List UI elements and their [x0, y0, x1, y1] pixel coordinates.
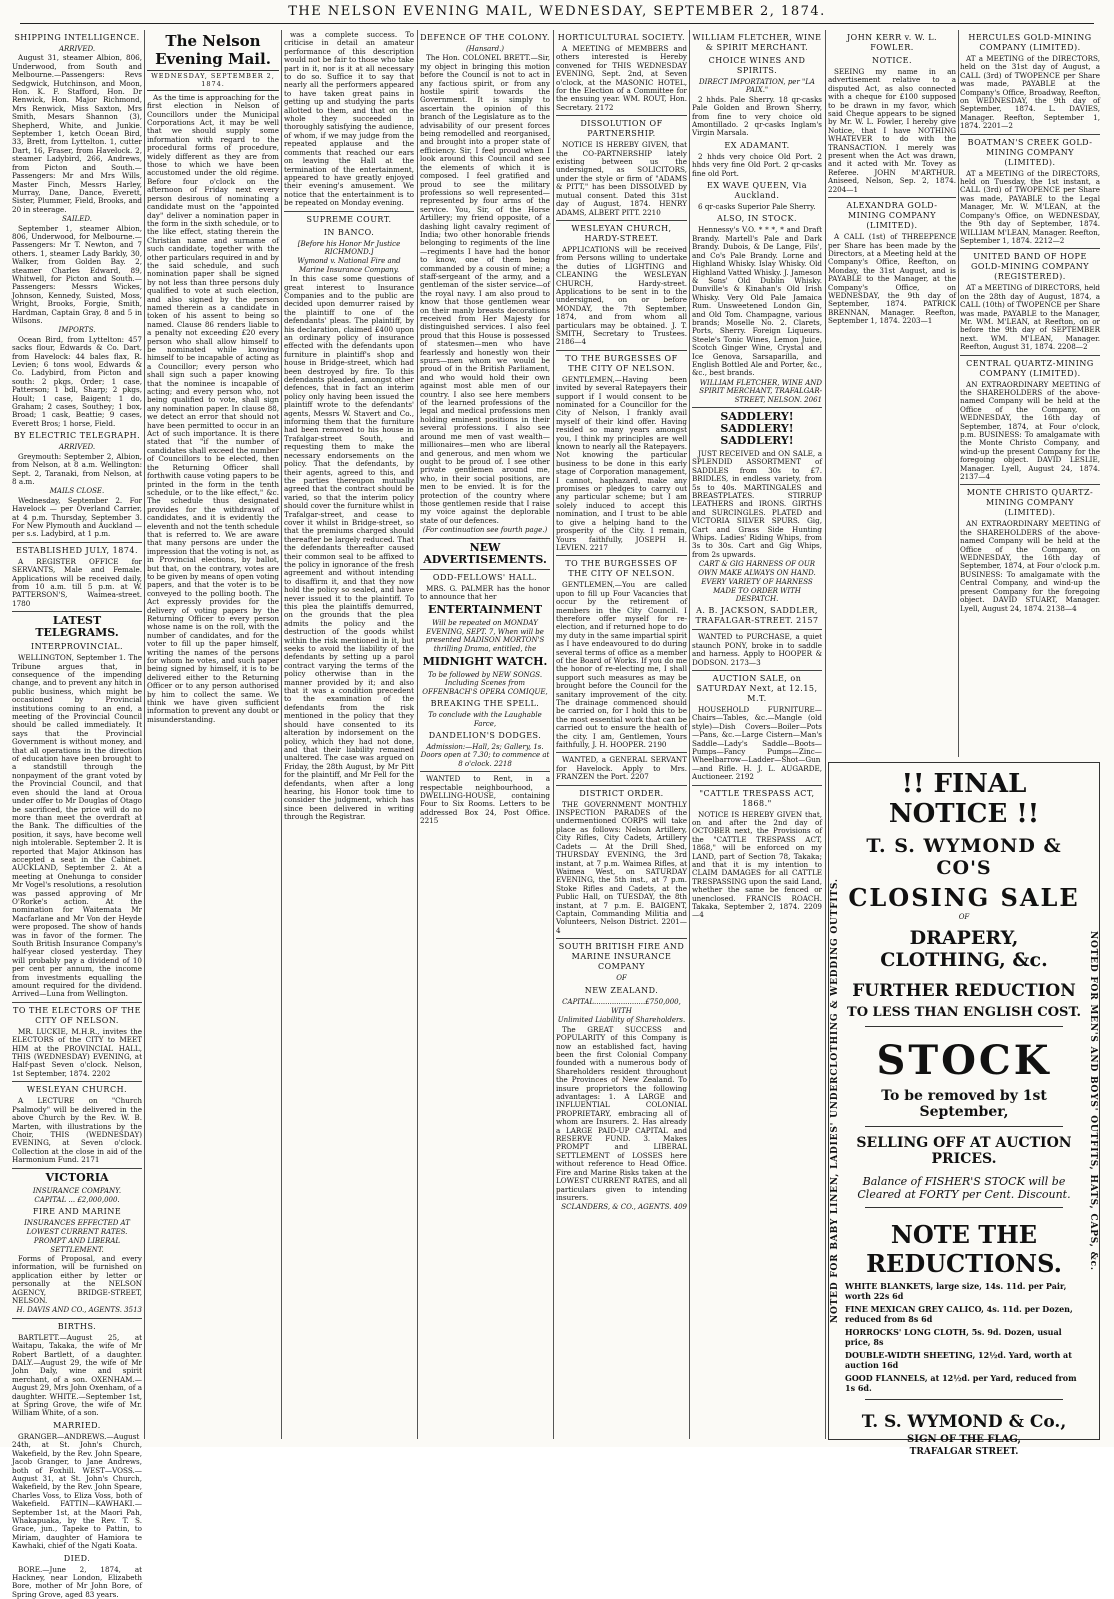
southbritish-heading: SOUTH BRITISH FIRE AND MARINE INSURANCE COMPANY — [558, 942, 685, 972]
firm-name-footer: T. S. WYMOND & Co., — [861, 1412, 1067, 1432]
divider — [556, 752, 687, 753]
banner-divider — [865, 1126, 1063, 1127]
burgesses-text: GENTLEMEN,—Having been invited by several Ratepayers their support if I would consent to be nominated for a Councillor for the City of Nelson, I frankly avail myself of their kind offer. Having resided so many years amongst you, I think my principles are well known to nearly all the Ratepayers. Not knowing the particular business to be done in this early stage of Corporation management, I cannot, haphazard, make any promises or pledges to carry out any particular scheme; but I am solely induced to accept this nomination, and I trust to be able to give a helping hand to the prosperity of the City. I remain, Yours faithfully, JOSEPH H. LEVIEN. 2217 — [556, 374, 687, 552]
burgesses2-heading: TO THE BURGESSES OF THE CITY OF NELSON. — [565, 559, 678, 579]
hercules-heading: HERCULES GOLD-MINING COMPANY (LIMITED). — [968, 33, 1092, 52]
column-rule — [825, 30, 826, 1439]
electors-heading: TO THE ELECTORS OF THE CITY OF NELSON. — [13, 1005, 141, 1025]
divider — [12, 1318, 142, 1319]
defence-text: The Hon. COLONEL BRETT.—Sir, my object in bringing this motion before the Council is not to act in any factious spirit, or from any hostile spirit towards the Government. It is simply to ascertain the opinion of this branch of the Legislature as to the advisability of our present forces being remodelled and reorganised, and brought into a proper state of efficiency. Sir, I feel proud when I look around this Council and see the elements of which it is composed. I feel gratified and proud to see the military professions so well represented—represented by four arms of the service. You, Sir, of the Horse Artillery; my friend opposite, of a dashing light cavalry regiment of India; two other honorable friends belonging to regiments of the line—regiments I have had the honor to know, one of them being commanded by a cousin of mine; a staff-sergeant of the army, and a gentleman of the sister service—of the royal navy. I am also proud to know that those gentlemen wear on their manly breasts decorations received from Her Majesty for distinguished services. I also feel proud that this House is possessed of statesmen—men who have fearlessly and honestly won their spurs—men whom we would be proud of in the British Parliament, and who would hold their own against most able men of our country. I also see here members of the learned professions of the legal and medical professions men holding eminent positions in their several professions. I also see around me men of vast wealth—millionaires—men who are liberal and generous, and men whom we ought to be proud of. I see other private gentlemen around me, who, in their social positions, are men to be envied. It is for the protection of the country where those gentlemen reside that I raise my voice against the deplorable state of our defences. — [420, 53, 550, 525]
court-case: Wymond v. National Fire and Marine Insurance Company. — [297, 257, 401, 274]
central-heading: CENTRAL QUARTZ-MINING COMPANY (LIMITED). — [966, 358, 1094, 378]
married-text: GRANGER—ANDREWS.—August 24th, at St. John's Church, Wakefield, by the Rev. John Speare, Jacob Granger, to Jane Andrews, both of Foxhill. WEST—VOSS.—August 31, at St. John's Church, Wakefield, by the Rev. John Speare, Charles Voss, to Eliza Voss, both of Wakefield. FATTIN—KAWHAKI.—September 1st, at the Maori Pah, Whakapuaka, by the Rev. T. S. Grace, jun., Tapeke to Pattin, to Miriam, daughter of Hamiora te Kawhaki, chief of the Ngati Koata. — [12, 1431, 142, 1551]
sailed-text: September 1, steamer Albion, 806, Underwood, for Melbourne.—Passengers: Mr T. Newton, and 7 others. 1, steamer Lady Barkly, 30, Walker, from Golden Bay. 2, steamer Charles Edward, 89, Whitwell, for Picton and South.—Passengers: Messrs Wickes, Johnson, Kennedy, Suisted, Moss, Wright, Brooks, Forgie, Smith, Hardman, Captain Gray, 8 and 5 in Wilsons. — [12, 223, 142, 325]
divider — [960, 355, 1100, 356]
divider — [828, 197, 956, 198]
unitedband-text: AT a MEETING of DIRECTORS, held on the 28th day of August, 1874, a CALL (10th) of TWOPENCE per Share was made, PAYABLE to the Manager, Mr. WM. M'LEAN, at Reefton, on or before the 9th day of SEPTEMBER next. WM. M'LEAN, Manager. Reefton, August 31, 1874. 2208—2 — [960, 283, 1100, 352]
side-text-right: NOTED FOR MEN'S AND BOYS' OUTFITS, HATS, CAPS, &c. — [1088, 931, 1098, 1271]
removed-text: To be removed by 1st September, — [881, 1088, 1047, 1120]
divider — [420, 771, 550, 772]
court-heading: SUPREME COURT. — [306, 214, 392, 224]
wavequeen-heading: EX WAVE QUEEN, Via Auckland. — [707, 181, 807, 201]
died-text: BORE.—June 2, 1874, at Hackney, near London, Elizabeth Bore, mother of Mr John Bore, of Spring Grove, aged 83 years. — [12, 1564, 142, 1599]
divider — [12, 1168, 142, 1169]
column-4 — [420, 30, 550, 1439]
unitedband-heading: UNITED BAND OF HOPE GOLD-MINING COMPANY (REGISTERED). — [970, 252, 1090, 282]
wanted-rent-text: WANTED to Rent, in a respectable neighbourhood, a DWELLING-HOUSE, containing Four to Six Rooms. Letters to be addressed Box 24, Post Office. 2215 — [420, 774, 550, 826]
wymond-banner-ad — [828, 762, 1100, 1457]
divider — [960, 248, 1100, 249]
column-rule — [144, 30, 145, 1439]
adamant-heading: EX ADAMANT. — [724, 140, 790, 150]
telegrams-heading: LATEST TELEGRAMS. — [35, 614, 119, 640]
fletcher-signature: WILLIAM FLETCHER, WINE AND SPIRIT MERCHANT, TRAFALGAR-STREET, NELSON. 2061 — [699, 378, 822, 404]
selling-off: SELLING OFF AT AUCTION PRICES. — [856, 1135, 1072, 1167]
column-1 — [12, 30, 142, 1599]
further-reduction: FURTHER REDUCTION — [852, 981, 1076, 1001]
also-heading: ALSO, IN STOCK. — [717, 214, 797, 224]
wines-text: 2 hhds. Pale Sherry. 18 qr-casks Pale Golden and Brown Sherry, from fine to very choice old Amontillado. 2 qr-casks Inglam's Virgin Marsala. — [692, 94, 822, 138]
insurances-text: INSURANCES EFFECTED AT LOWEST CURRENT RATES. — [24, 1219, 130, 1236]
palmer-text: MRS. G. PALMER has the honor to announce that her — [420, 583, 550, 601]
prompt-text: PROMPT AND LIBERAL SETTLEMENT. — [33, 1237, 121, 1254]
harness-text: CART & GIG HARNESS OF OUR OWN MAKE ALWAYS ON HAND. — [698, 560, 816, 577]
divider — [556, 220, 687, 221]
column-rule — [417, 30, 418, 1439]
column-8 — [960, 30, 1100, 757]
southbritish-agents: SCLANDERS, & CO., AGENTS. 409 — [561, 1203, 687, 1212]
court-sub: IN BANCO. — [323, 227, 375, 237]
column-5 — [556, 30, 687, 1439]
arrived-text: August 31, steamer Albion, 806, Underwood, from South and Melbourne.—Passengers: Revs Sedgwick, Hutchinson, and Moon, Hon. K. F. Stafford, Hon. Dr Renwick, Hon. Major Richmond, Mrs Renwick, Miss Saxton, Mrs Smith, Mesars Shannon (3), Shepherd, White, and Junkie. September 1, ketch Ocean Bird, 33, Brett, from Lyttelton. 1, cutter Dart, 16, Fraser, from Havelock. 2, steamer Ladybird, 266, Andrews, from Picton and South.—Passengers: Mr and Mrs Wills, Master Finch, Messrs Harley, Murray, Dane, Dance, Everett, Sister, Plummer, Field, Brooks, and 20 in steerage. — [12, 53, 142, 214]
banner-divider — [865, 1399, 1063, 1400]
divider — [692, 670, 822, 671]
divider — [556, 785, 687, 786]
stock-text: Hennessy's V.O. * * *, * and Draft Brandy. Martell's Pale and Dark Brandy. Dubois, & De Lange, Fils', and Co's Pale Brandy. Lorne and Highland Whisky. Islay Whisky. Old Highland Vatted Whisky. J. Jameson & Sons' Old Dublin Whisky. Dunville's & Kinahan's Old Irish Whisky. Very Old Pale Jamaica Rum. Unsweetened London Gin, and Old Tom. Champagne, various brands; Moselle No. 2. Clarets, Ports, Sherry. Foreign Liqueurs. Steele's Tonic Wines, Lemon Juice, Scotch Ginger Wine, Crystal and Ice Genova, Sarsaparilla, and English Bottled Ale and Porter, &c., &c., best brands. — [692, 225, 822, 378]
banner-divider — [865, 1207, 1063, 1208]
divider — [420, 569, 550, 570]
monte-heading: MONTE CHRISTO QUARTZ-MINING COMPANY (LIMITED). — [966, 488, 1094, 518]
paper-date: WEDNESDAY, SEPTEMBER 2, 1874. — [147, 70, 279, 91]
boatmans-text: AT a MEETING of the DIRECTORS, held on Tuesday, the 1st instant, a CALL (3rd) of TWOPENCE per Share was made, PAYABLE to the Legal Manager, Mr. W. M'LEAN, at the Company's Office, on WEDNESDAY, the 9th day of September, 1874. WILLIAM M'LEAN, Manager. Reefton, September 1, 1874. 2212—2 — [960, 168, 1100, 245]
southbritish-with: WITH — [611, 1006, 632, 1015]
trafalgar-street: TRAFALGAR STREET. — [909, 1447, 1019, 1457]
masthead: THE NELSON EVENING MAIL, WEDNESDAY, SEPTEMBER 2, 1874. — [20, 4, 1094, 24]
wesleyan-text: A LECTURE on "Church Psalmody" will be delivered in the above Church by the Rev. W. B. Marten, with illustrations by the Choir, THIS (WEDNESDAY) EVENING, at Seven o'clock. Collection at the close in aid of the Harmonium Fund. 2171 — [12, 1096, 142, 1165]
southbritish-of: OF — [616, 974, 627, 983]
column-2 — [147, 30, 279, 1439]
column-rule — [281, 30, 282, 1439]
final-notice: !! FINAL NOTICE !! — [888, 769, 1040, 829]
electors-text: MR. LUCKIE, M.H.R., invites the ELECTORS of the CITY to MEET HIM at the PROVINCIAL HALL, THIS (WEDNESDAY) EVENING, at Half-past Seven o'clock. Nelson, 1st September, 1874. 2202 — [12, 1026, 142, 1078]
stock-heading: STOCK — [876, 1037, 1052, 1084]
drapery-clothing: DRAPERY, CLOTHING, &c. — [880, 927, 1048, 971]
births-text: BARTLETT.—August 25, at Waitapu, Takaka, the wife of Mr Robert Bartlett, of a daughter. DALY.—August 29, the wife of Mr John Daly, wine and spirit merchant, of a son. OXENHAM.—August 29, Mrs John Oxenham, of a daughter. WHITE.—September 1st, at Spring Grove, the wife of Mr. William White, of a son. — [12, 1332, 142, 1418]
victoria-sub: INSURANCE COMPANY. — [32, 1186, 122, 1195]
arrived-heading: ARRIVED. — [58, 45, 96, 53]
admission-text: Admission:—Hall, 2s; Gallery, 1s. Doors open at 7.30; to commence at 8 o'clock. 2218 — [420, 743, 550, 768]
paper-title: The Nelson Evening Mail. — [155, 32, 271, 68]
divider — [12, 1002, 142, 1003]
divider — [420, 538, 550, 539]
mails-heading: MAILS CLOSE. — [49, 487, 105, 496]
jackson-sig: A. B. JACKSON, SADDLER, TRAFALGAR-STREET. 2157 — [695, 606, 819, 626]
price-item: DOUBLE-WIDTH SHEETING, 12½d. Yard, worth at auction 16d — [845, 1350, 1072, 1370]
monday-text: Will be repeated on MONDAY EVENING, SEPT. 7, When will be presented MADISON MORTON'S thrilling Drama, entitled, the — [425, 619, 545, 653]
fletcher-heading: WILLIAM FLETCHER, WINE & SPIRIT MERCHANT. — [692, 33, 822, 52]
registry-text: A REGISTER OFFICE for SERVANTS, Male and Female. Applications will be received daily, from 10 a.m. till 5 p.m. at W. PATTERSON'S, Waimea-street. 1780 — [12, 556, 142, 608]
hardy-heading: WESLEYAN CHURCH, HARDY-STREET. — [571, 223, 672, 243]
defence-heading: DEFENCE OF THE COLONY. — [420, 33, 550, 42]
servant-text: WANTED, a GENERAL SERVANT for Havelock. Apply to Mrs. FRANZEN the Port. 2207 — [556, 755, 687, 782]
direct-import: DIRECT IMPORTATION, per "LA PAIX." — [699, 78, 815, 95]
interprovincial-heading: INTERPROVINCIAL. — [30, 642, 124, 652]
farce-text: To conclude with the Laughable Farce, — [428, 711, 542, 728]
midnight-watch: MIDNIGHT WATCH. — [422, 655, 548, 668]
married-heading: MARRIED. — [53, 1420, 101, 1430]
cattle-heading: "CATTLE TRESPASS ACT, 1868." — [699, 788, 815, 808]
victoria-agents: H. DAVIS AND CO., AGENTS. 3513 — [16, 1306, 142, 1315]
closing-sale: CLOSING SALE — [848, 883, 1080, 912]
banner-of: OF — [958, 913, 970, 921]
continuation-note: (For continuation see fourth page.) — [422, 526, 548, 535]
telegraph-text: Greymouth: September 2, Albion, from Nelson, at 8 a.m. Wellington: Sept. 2, Taranaki, from Nelson, at 8 a.m. — [12, 451, 142, 486]
column-rule — [689, 30, 690, 1439]
divider — [12, 611, 142, 612]
price-item: GOOD FLANNELS, at 12½d. per Yard, reduced from 1s 6d. — [845, 1373, 1077, 1393]
monte-text: AN EXTRAORDINARY MEETING of the SHAREHOLDERS of the above-named Company will be held at the Office of the Company, on WEDNESDAY, the 16th day of September, 1874, at Four o'clock p.m. BUSINESS: To amalgamate with the Central Company, and wind-up the present Company for the foregoing object. DAVID STUART, Manager. Lyell, August 24, 1874. 2138—4 — [960, 519, 1100, 613]
column-rule — [553, 30, 554, 1439]
wesleyan-heading: WESLEYAN CHURCH. — [26, 1085, 128, 1095]
saddlery-heading: SADDLERY! SADDLERY! SADDLERY! — [720, 410, 794, 447]
court-judge: [Before his Honor Mr Justice RICHMOND.] — [297, 239, 401, 256]
entertainment-heading: ENTERTAINMENT — [427, 603, 543, 617]
purchase-text: WANTED to PURCHASE, a quiet staunch PONY, broke in to saddle and harness. Apply to HOOPER & DODSON. 2173—3 — [692, 632, 822, 667]
fire-marine-heading: FIRE AND MARINE — [32, 1207, 122, 1217]
births-heading: BIRTHS. — [57, 1321, 97, 1331]
southbritish-unlimited: Unlimited Liability of Shareholders. — [557, 1016, 686, 1025]
boatmans-heading: BOATMAN'S CREEK GOLD-MINING COMPANY (LIMITED). — [967, 137, 1093, 167]
horticultural-text: A MEETING of MEMBERS and others interested is Hereby convened for THIS WEDNESDAY EVENING, Sept. 2nd, at Seven o'clock, at the MASONIC HOTEL, for the Election of a Committee for the ensuing year. WM. ROUT, Hon. Secretary. 2172 — [556, 44, 687, 112]
divider — [960, 134, 1100, 135]
victoria-capital: CAPITAL ... £2,000,000. — [34, 1195, 120, 1204]
imports-text: Ocean Bird, from Lyttelton: 457 sacks flour, Edwards & Co. Dart, from Havelock: 44 bales flax, R. Levien; 6 tons wool, Edwards & Co. Ladybird, from Picton and south: 2 pkgs, Order; 1 case, Patterson; 1 bdl, Sharp; 2 pkgs, Hoult; 1 case, Baigent; 1 do, Graham; 2 cases, Southey; 1 box, Broad; 1 cask, Beattie; 9 cases, Everett Bros; 1 horse, Field. — [12, 334, 142, 428]
less-than-cost: TO LESS THAN ENGLISH COST. — [847, 1005, 1081, 1020]
burgesses2-text: GENTLEMEN,—You are called upon to fill up Four Vacancies that occur by the retirement of members in the City Council. I therefore offer myself for re-election, and if returned hope to do my duty in the same impartial spirit as I have endeavoured to do during several terms of office as a member of the Board of Works. If you do me the honor of re-electing me, I shall support such measures as may be brought before the Council for the sanitary improvement of the city. The drainage commenced should be carried on, for I hold this to be the most essential work that can be carried out to ensure the health of the city. I am, Gentlemen, Yours faithfully, J. H. HOOPER. 2190 — [556, 580, 687, 750]
choice-heading: CHOICE WINES AND SPIRITS. — [708, 56, 806, 75]
balance-text: Balance of FISHER'S STOCK will be Cleared at FORTY per Cent. Discount. — [857, 1175, 1071, 1201]
side-text-left: NOTED FOR BABY LINEN, LADIES' UNDERCLOTHING & WEDDING OUTFITS. — [830, 878, 840, 1324]
sign-of-flag: SIGN OF THE FLAG, — [907, 1434, 1021, 1445]
alexandra-heading: ALEXANDRA GOLD-MINING COMPANY (LIMITED). — [846, 201, 938, 231]
died-heading: DIED. — [63, 1553, 91, 1563]
price-item: WHITE BLANKETS, large size, 14s. 11d. per Pair, worth 22s 6d — [845, 1281, 1067, 1301]
telegraph-arrived: ARRIVED. — [58, 443, 96, 452]
alexandra-text: A CALL (1st) of THREEPENCE per Share has been made by the Directors, at a Meeting held at the Company's Office, Reefton, on Monday, the 31st August, and is PAYABLE to the Manager, at the Company's Office, on WEDNESDAY, the 9th day of September, 1874. PATRICK BRENNAN, Manager. Reefton, September 1, 1874. 2203—1 — [828, 232, 956, 326]
victoria-text: Forms of Proposal, and every information, will be furnished on application either by letter or personally at the NELSON AGENCY, BRIDGE-STREET, NELSON. — [12, 1253, 142, 1305]
breaking-spell: BREAKING THE SPELL. — [430, 699, 540, 709]
dandelions-dodges: DANDELION'S DODGES. — [428, 731, 542, 741]
leader-text: As the time is approaching for the first election in Nelson of Councillors under the Municipal Corporations Act, it may be well that we should supply some information with regard to the procedural forms of procedure, widely different as they are from those to which we have been accustomed under the old régime. Before four o'clock on the afternoon of Friday next every person desirous of nominating a candidate must on the "appointed day" deliver a nomination paper in the form in the sixth schedule, or to the like effect, stating therein the Christian name and surname of such candidate, together with the other particulars required in and by the said schedule, and such nomination paper shall be signed by not less than three persons duly qualified to vote at such election, and also signed by the person named therein as a candidate in token of his assent to being so named. Clause 86 renders liable to a penalty not exceeding £20 every person who shall allow himself to be nominated while knowing himself to be incapable of acting as a Councillor; every person who shall sign such a paper knowing that the nominee is incapable of acting; and every person who, not being qualified to vote, shall sign any nomination paper. In clause 88, we detect an error that should not have been permitted to occur in an Act of such importance. It is there stated that "if the number of candidates shall exceed the number of Councillors to be elected, then the Returning Officer shall forthwith cause voting papers to be printed in the form in the tenth schedule, or to the like effect," &c. The schedule thus designated provides for the withdrawal of candidates, and it is evidently the eleventh and not the tenth schedule that is referred to. We are aware that many persons are under the impression that the voting is not, as in Provincial elections, by ballot, but that, on the contrary, votes are to be given by means of open voting papers, and that the voter is to be conveyed to the polling booth. The Act expressly provides for the delivery of voting papers by the Returning Officer to every person whose name is on the roll, with the number of candidates, and for the voter to fill up the paper himself, writing the names of the persons for whom he votes, and such paper being signed by himself, it is to be delivered either to the Returning Officer or to any person authorised by him to collect the same. We think we have given sufficient information to prevent any doubt or misunderstanding. — [147, 92, 279, 724]
divider — [556, 115, 687, 116]
sailed-heading: SAILED. — [62, 215, 92, 224]
note-reductions: NOTE THE REDUCTIONS. — [866, 1220, 1062, 1278]
column-rule — [958, 30, 959, 757]
horticultural-heading: HORTICULTURAL SOCIETY. — [557, 33, 686, 42]
shipping-heading: SHIPPING INTELLIGENCE. — [14, 33, 140, 42]
mails-text: Wednesday, September 2. For Havelock — per Overland Carrier, at 4 p.m. Thursday, September 3. For New Plymouth and Auckland — per s.s. Ladybird, at 1 p.m. — [12, 495, 142, 539]
court-text: In this case some questions of great interest to Insurance Companies and to the public are decided upon demurrer raised by the plaintiff to one of the defendants' pleas. The plaintiff, by his declaration, claimed £400 upon an ordinary policy of insurance effected with the defendants upon furniture in plaintiff's shop and house in Bridge-street, which had been destroyed by fire. To this defendants pleaded, amongst other defences, that in fact an interim policy only having been issued the plaintiff wrote to the defendants' agents, Messrs W. Stavert and Co., informing them that the furniture had been removed to his house in Trafalgar-street South, and requesting them to make the necessary endorsements on the policy. That the defendants, by their agents, agreed to this, and the parties thereupon mutually agreed that the contract should be varied, so that the interim policy should cover the furniture whilst in Trafalgar-street, and cease to cover it whilst in Bridge-street, so that the premiums charged should thereafter be largely reduced. That the defendants thereafter caused their common seal to be affixed to the policy in ignorance of the fresh agreement and without intending to disaffirm it, and that they now hold the policy so sealed, and have never issued it to the plaintiff. To this plea the plaintiffs demurred, on the grounds that the plea admits the policy and the destruction of the goods whilst within the risk mentioned in it, but seeks to avoid the liability of the defendants by setting up a parol contract varying the terms of the policy otherwise than in the manner provided by it; and also that it was a condition precedent to the examination of the defendants from the risk mentioned in the policy that they should have consented to its alteration by indorsement on the policy, which they had not done, and that their liability remained unaltered. The case was argued on Friday, the 28th August, by Mr Pitt for the plaintiff, and Mr Fell for the defendants, when after a long hearing, his Honor took time to consider the judgment, which has since been delivered in writing through the Registrar. — [284, 274, 414, 822]
divider — [556, 350, 687, 351]
southbritish-capital: CAPITAL.......................£750,000, — [562, 997, 681, 1006]
banner-body — [845, 763, 1083, 1457]
price-item: HORROCKS' LONG CLOTH, 5s. 9d. Dozen, usual price, 8s — [845, 1327, 1062, 1347]
kerr-text: SEEING my name in an advertisement relative to a disputed Act, as also connected with a cheque for £100 supposed to be drawn in my favor, which said Cheque appears to be signed by Mr. W. L. Fowler, I hereby give Notice, that I have NOTHING WHATEVER to do with the TRANSACTION. I merely was present when the Act was drawn, and it acted with Mr. Tovey as Referee. JOHN M'ARTHUR. Aniseed, Nelson, Sep. 2, 1874. 2204—1 — [828, 67, 956, 194]
divider — [556, 555, 687, 556]
southbritish-nz: NEW ZEALAND. — [584, 985, 659, 995]
burgesses-heading: TO THE BURGESSES OF THE CITY OF NELSON. — [565, 353, 678, 373]
telegraph-heading: BY ELECTRIC TELEGRAPH. — [13, 431, 141, 441]
southbritish-text: The GREAT SUCCESS and POPULARITY of this Company is now an established fact, having been the first Colonial Company founded with a numerous body of Shareholders resident throughout the Provinces of New Zealand. To insure proprietors the following advantages: 1. A LARGE and INFLUENTIAL COLONIAL PROPRIETARY, embracing all of whom are Insurers. 2. Has already a LARGE PAID-UP CAPITAL and RESERVE FUND. 3. Makes PROMPT and LIBERAL SETTLEMENT of LOSSES here without reference to Head Office. Fire and Marine Risks taken at the LOWEST CURRENT RATES, and all particulars given to intending insurers. — [556, 1024, 687, 1202]
saddlery-text: JUST RECEIVED and ON SALE, a SPLENDID ASSORTMENT of SADDLES from 30s to £7. BRIDLES, in endless variety, from 5s to 40s. MARTINGALES and BREASTPLATES. STIRRUP LEATHERS and IRONS. GIRTHS and SURCINGLES. PLATED and VICTORIA SILVER SPURS. Gig, Cart and Grass Side Hunting Whips. Ladies' Riding Whips, from 3s to 30s. Cart and Gig Whips, from 2s upwards. — [692, 449, 822, 559]
victoria-heading: VICTORIA — [45, 1170, 109, 1184]
central-text: AN EXTRAORDINARY MEETING of the SHAREHOLDERS of the above-named Company will be held at the Office of the Company, on WEDNESDAY, the 16th day of September, 1874, at Four o'clock, p.m. BUSINESS: To amalgamate with the Monte Christo Company, and wind-up the present Company for the foregoing object. DAVID LESLIE, Manager. Lyell, August 24, 1874. 2137—4 — [960, 379, 1100, 482]
divider — [556, 938, 687, 939]
wavequeen-text: 6 qr-casks Superior Pale Sherry. — [698, 202, 816, 212]
firm-name: T. S. WYMOND & CO'S — [866, 835, 1062, 879]
divider — [692, 629, 822, 630]
household-text: HOUSEHOLD FURNITURE—Chairs—Tables, &c.—Mangle (old style)—Dish Covers—Boiler—Pots—Pans, &c.—Large Cistern—Man's Saddle—Lady's Saddle—Boots—Pumps—Fancy Pumps—Zinc—Wheelbarrow—Ladder—Shot—Gun—and Rifle. H. J. L. AUGARDE, Auctioneer. 2192 — [692, 704, 822, 782]
hercules-text: AT a MEETING of the DIRECTORS, held on the 31st day of August, a CALL (3rd) of TWOPENCE per Share was made, PAYABLE at the Company's Office, Broadway, Reefton, on WEDNESDAY, the 9th day of September, 1874. L. DAVIES, Manager. Reefton, September 1, 1874. 2201—2 — [960, 54, 1100, 131]
kerr-heading: JOHN KERR v. W. L. FOWLER. — [846, 33, 938, 52]
telegrams-text: WELLINGTON, September 1. The Tribune argues that, in consequence of the impending change, and to prevent any hitch in public business, which might be occasioned by Provincial institutions coming to an end, a meeting of the Provincial Council should be called immediately. It says that the Provincial Government is without money, and that all operations in the direction of education have been brought to a standstill through the nonpayment of the grant voted by the Provincial Council, and that even should the land at Oroua under offer to Mr Douglas of Otago be sacrificed, the price will do no more than meet the overdraft at the Bank. The difficulties of the position, it says, have become well nigh intolerable. September 2. It is reported that Major Atkinson has accepted a seat in the Cabinet. AUCKLAND, September 2. At a meeting at Onehunga to consider Mr Vogel's resolutions, a resolution was passed approving of Mr O'Rorke's action. At the nomination for Waitemata Mr Macfarlane and Mr Von der Heyde were proposed. The show of hands was in favor of the former. The South British Insurance Company's half-year closed yesterday. They will probably pay a dividend of 10 per cent per annum, the income from investments equalling the amount required for the dividend. Arrived—Luna from Wellington. — [12, 653, 142, 999]
divider — [960, 484, 1100, 485]
divider — [284, 211, 414, 212]
followed-text: To be followed by NEW SONGS. Including Scenes from OFFENBACH'S OPERA COMIQUE, — [422, 671, 548, 696]
divider — [12, 1081, 142, 1082]
divider — [692, 785, 822, 786]
adamant-text: 2 hhds very choice Old Port. 2 hhds very fine Old Port. 2 qr-casks fine old Port. — [692, 151, 822, 178]
dissolution-text: NOTICE IS HEREBY GIVEN, that the CO-PARTNERSHIP lately existing between us the undersigned, as SOLICITORS, under the style or firm of "ADAMS & PITT," has been DISSOLVED by mutual consent. Dated this 31st day of August, 1874. HENRY ADAMS, ALBERT PITT. 2210 — [556, 140, 687, 217]
column-3 — [284, 30, 414, 1439]
banner-divider — [865, 1026, 1063, 1027]
auction-heading: AUCTION SALE, on SATURDAY Next, at 12.15, M.T. — [696, 673, 818, 703]
new-ads-heading: NEW ADVERTISEMENTS. — [423, 540, 547, 566]
notice-heading: NOTICE. — [871, 56, 913, 65]
defence-sub: (Hansard.) — [465, 45, 505, 53]
oddfellows-heading: ODD-FELLOWS' HALL. — [432, 572, 538, 582]
divider — [12, 542, 142, 543]
imports-heading: IMPORTS. — [58, 326, 96, 335]
registry-heading: ESTABLISHED JULY, 1874. — [15, 545, 139, 555]
variety-text: EVERY VARIETY OF HARNESS MADE TO ORDER WITH DESPATCH. — [701, 578, 813, 603]
entertainment-review: was a complete success. To criticise in detail an amateur performance of this description would not be fair to those who take part in it, nor is it at all necessary to do so. Suffice it to say that nearly all the performers appeared to have taken great pains in getting up and studying the parts allotted to them, and that on the whole they succeeded in thoroughly satisfying the audience, of whom, if we may judge from the repeated applause and the comments that reached our ears on leaving the Hall at the termination of the entertainment, appeared to have greatly enjoyed their evening's amusement. We notice that the entertainment is to be repeated on Monday evening. — [284, 30, 414, 208]
dissolution-heading: DISSOLUTION OF PARTNERSHIP. — [580, 119, 663, 139]
district-heading: DISTRICT ORDER. — [579, 788, 664, 798]
column-6 — [692, 30, 822, 1439]
column-7 — [828, 30, 956, 757]
hardy-text: APPLICATIONS will be received from Persons willing to undertake the duties of LIGHTING and CLEANING the WESLEYAN CHURCH, Hardy-street. Applications to be sent in to the undersigned, on or before MONDAY, the 7th September, 1874, and from whom all particulars may be obtained. J. T. SMITH, Secretary to Trustees. 2186—4 — [556, 244, 687, 347]
district-text: THE GOVERNMENT MONTHLY INSPECTION PARADES of the undermentioned CORPS will take place as follows: Nelson Artillery, City Rifles, City Cadets, Artillery Cadets — At the Drill Shed, THURSDAY EVENING, the 3rd instant, at 7 p.m. Waimea Rifles, at Waimea West, on SATURDAY EVENING, the 5th inst., at 7 p.m. Stoke Rifles and Cadets, at the Public Hall, on TUESDAY, the 8th instant, at 7 p.m. E. BAIGENT, Captain, Commanding Militia and Volunteers, Nelson District. 2201—4 — [556, 799, 687, 935]
divider — [692, 407, 822, 408]
price-item: FINE MEXICAN GREY CALICO, 4s. 11d. per Dozen, reduced from 8s 6d — [845, 1304, 1073, 1324]
cattle-text: NOTICE IS HEREBY GIVEN that, on and after the 2nd day of OCTOBER next, the Provisions of the "CATTLE TRESPASS ACT, 1868," will be enforced on my LAND, part of Section 78, Takaka; and that it is my intention to CLAIM DAMAGES for all CATTLE TRESPASSING upon the said Land, whether the same be fenced or unenclosed. FRANCIS ROACH. Takaka, September 2, 1874. 2209—4 — [692, 809, 822, 920]
